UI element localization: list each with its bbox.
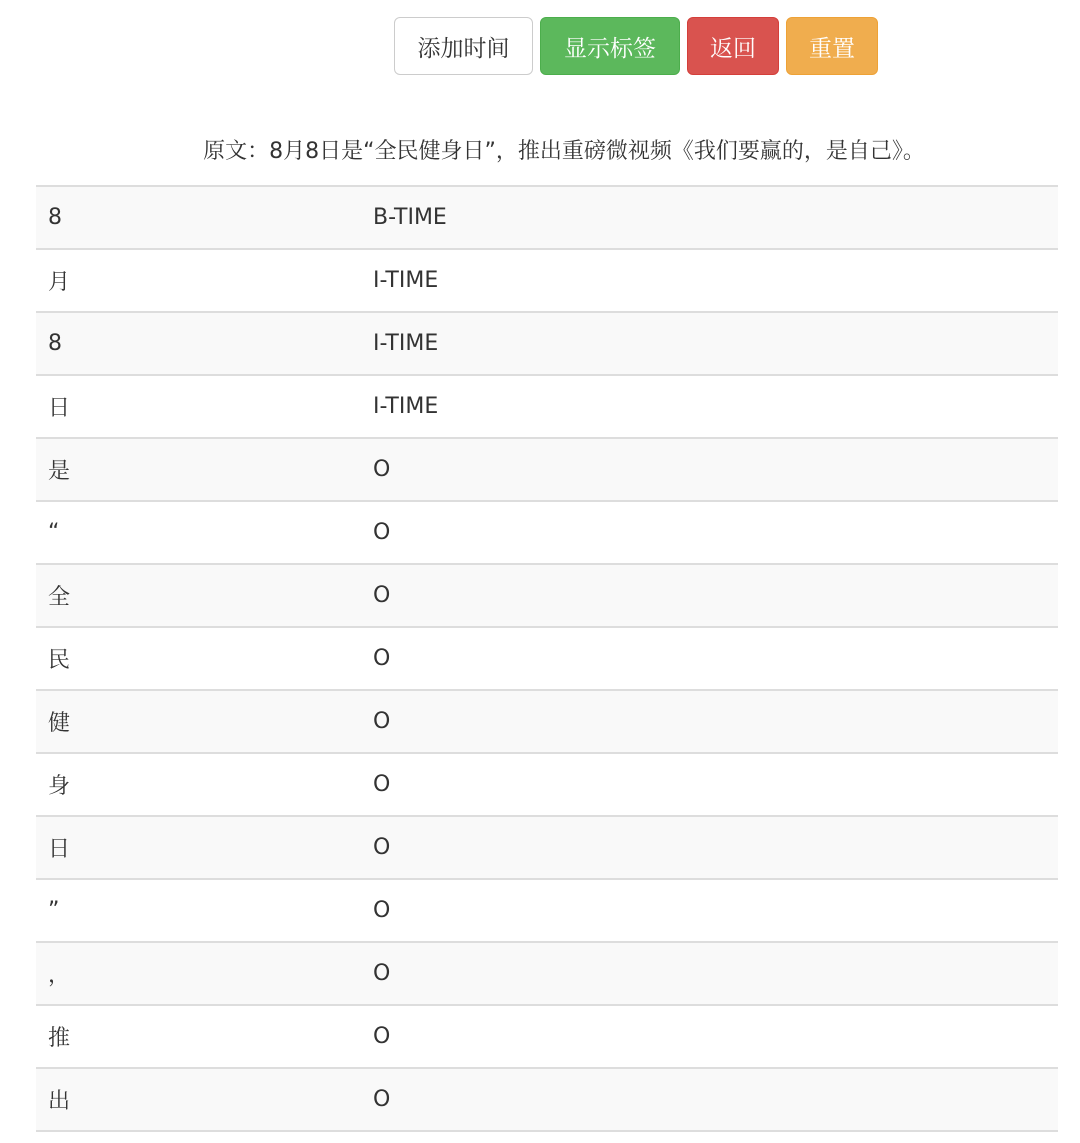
tag-cell: O <box>373 1087 391 1112</box>
table-row <box>36 1005 1058 1068</box>
toolbar <box>394 17 878 75</box>
tag-cell: O <box>373 961 391 986</box>
show-tags-button[interactable]: 显示标签 <box>540 17 680 75</box>
table-row <box>36 438 1058 501</box>
token-cell: 身 <box>48 774 71 799</box>
original-sentence: 原文：8月8日是“全民健身日”，推出重磅微视频《我们要赢的，是自己》。 <box>203 139 925 164</box>
tag-cell: O <box>373 835 391 860</box>
table-row <box>36 753 1058 816</box>
table-row <box>36 375 1058 438</box>
tag-cell: I-TIME <box>373 268 439 293</box>
token-cell: 日 <box>48 396 71 421</box>
back-button[interactable]: 返回 <box>687 17 779 75</box>
table-row <box>36 1068 1058 1131</box>
token-cell: 日 <box>48 837 71 862</box>
table-row <box>36 627 1058 690</box>
token-tag-table <box>36 185 1058 1132</box>
tag-cell: O <box>373 1024 391 1049</box>
token-tag-table-container <box>36 185 1058 1132</box>
token-cell: 推 <box>48 1026 71 1051</box>
token-cell: 月 <box>48 270 71 295</box>
token-cell: 民 <box>48 648 71 673</box>
table-row <box>36 249 1058 312</box>
tag-cell: O <box>373 646 391 671</box>
table-row <box>36 816 1058 879</box>
table-row <box>36 690 1058 753</box>
tag-cell: B-TIME <box>373 205 447 230</box>
table-row <box>36 879 1058 942</box>
tag-cell: I-TIME <box>373 394 439 419</box>
add-time-button[interactable]: 添加时间 <box>394 17 533 75</box>
tag-cell: O <box>373 898 391 923</box>
tag-cell: I-TIME <box>373 331 439 356</box>
token-cell: 8 <box>48 331 62 356</box>
token-cell: ， <box>48 963 71 988</box>
token-cell: ” <box>48 898 60 923</box>
token-cell: 是 <box>48 459 71 484</box>
token-cell: 出 <box>48 1089 71 1114</box>
tag-cell: O <box>373 520 391 545</box>
table-row <box>36 501 1058 564</box>
table-row <box>36 186 1058 249</box>
table-body <box>36 186 1058 1131</box>
tag-cell: O <box>373 583 391 608</box>
tag-cell: O <box>373 709 391 734</box>
reset-button[interactable]: 重置 <box>786 17 878 75</box>
tag-cell: O <box>373 457 391 482</box>
token-cell: 健 <box>48 711 71 736</box>
token-cell: 8 <box>48 205 62 230</box>
token-cell: 全 <box>48 585 71 610</box>
token-cell: “ <box>48 520 60 545</box>
table-row <box>36 564 1058 627</box>
table-row <box>36 942 1058 1005</box>
table-row <box>36 312 1058 375</box>
tag-cell: O <box>373 772 391 797</box>
